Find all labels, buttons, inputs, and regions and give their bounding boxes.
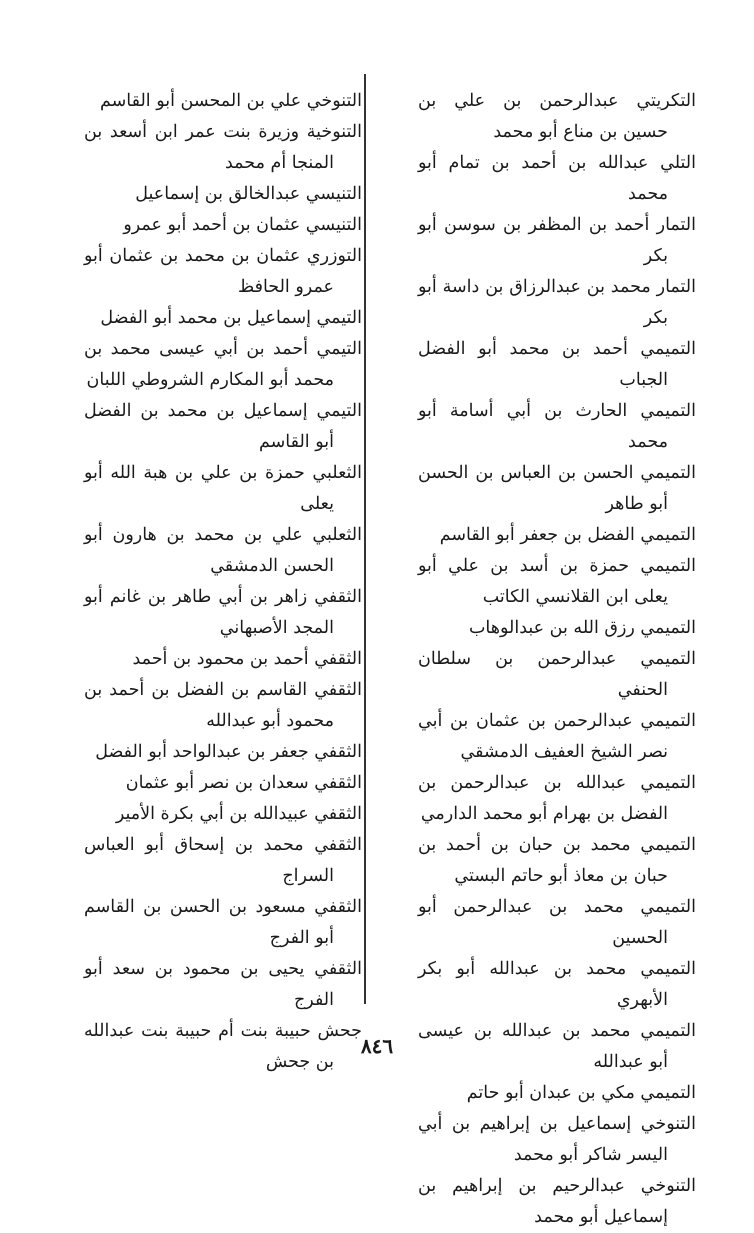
index-entry: التميمي محمد بن حبان بن أحمد بن حبان بن معاذ أبو حاتم البستي (418, 835, 696, 886)
index-entry: الثقفي أحمد بن محمود بن أحمد (132, 649, 362, 669)
index-entry: التكريتي عبدالرحمن بن علي بن حسين بن مناع أبو محمد (418, 91, 696, 142)
index-entry: جحش حبيبة بنت أم حبيبة بنت عبدالله بن جحش (84, 1021, 362, 1072)
index-column-right (418, 86, 696, 1233)
index-entry: الثقفي يحيى بن محمود بن سعد أبو الفرج (84, 959, 362, 1010)
index-entry: الثقفي جعفر بن عبدالواحد أبو الفضل (95, 742, 362, 762)
index-entry: الثقفي مسعود بن الحسن بن القاسم أبو الفرج (84, 897, 362, 948)
index-entry: التميمي أحمد بن محمد أبو الفضل الجباب (418, 339, 696, 390)
index-entry: التميمي محمد بن عبدالرحمن أبو الحسين (418, 897, 696, 948)
index-entry: التميمي الفضل بن جعفر أبو القاسم (439, 525, 696, 545)
index-entry: الثقفي زاهر بن أبي طاهر بن غانم أبو المجد الأصبهاني (84, 587, 362, 638)
index-entry: الثعلبي حمزة بن علي بن هبة الله أبو يعلى (84, 463, 362, 514)
index-entry: التميمي عبدالرحمن بن سلطان الحنفي (418, 649, 696, 700)
index-entry: التميمي الحارث بن أبي أسامة أبو محمد (418, 401, 696, 452)
index-entry: التنوخي إسماعيل بن إبراهيم بن أبي اليسر شاكر أبو محمد (418, 1114, 696, 1165)
index-entry: التنوخي علي بن المحسن أبو القاسم (99, 91, 362, 111)
index-entry: الثقفي سعدان بن نصر أبو عثمان (125, 773, 362, 793)
index-entry: التنوخية وزيرة بنت عمر ابن أسعد بن المنجا أم محمد (84, 122, 362, 173)
index-entry: التميمي عبدالله بن عبدالرحمن بن الفضل بن بهرام أبو محمد الدارمي (418, 773, 696, 824)
index-column-left (84, 86, 362, 1078)
index-entry: التنوخي عبدالرحيم بن إبراهيم بن إسماعيل أبو محمد (418, 1176, 696, 1227)
index-entry: الثعلبي علي بن محمد بن هارون أبو الحسن الدمشقي (84, 525, 362, 576)
index-entry: التمار أحمد بن المظفر بن سوسن أبو بكر (418, 215, 696, 266)
index-entry: الثقفي محمد بن إسحاق أبو العباس السراج (84, 835, 362, 886)
index-entry: التميمي محمد بن عبدالله أبو بكر الأبهري (418, 959, 696, 1010)
index-entry: التميمي حمزة بن أسد بن علي أبو يعلى ابن القلانسي الكاتب (418, 556, 696, 607)
index-entry: التميمي عبدالرحمن بن عثمان بن أبي نصر الشيخ العفيف الدمشقي (418, 711, 696, 762)
index-entry: التنيسي عثمان بن أحمد أبو عمرو (123, 215, 362, 235)
index-entry: التوزري عثمان بن محمد بن عثمان أبو عمرو الحافظ (84, 246, 362, 297)
index-entry: التميمي محمد بن عبدالله بن عيسى أبو عبدالله (418, 1021, 696, 1072)
index-entry: التيمي إسماعيل بن محمد بن الفضل أبو القاسم (84, 401, 362, 452)
index-entry: التيمي إسماعيل بن محمد أبو الفضل (100, 308, 362, 328)
index-entry: التيمي أحمد بن أبي عيسى محمد بن محمد أبو المكارم الشروطي اللبان (84, 339, 362, 390)
index-entry: التلي عبدالله بن أحمد بن تمام أبو محمد (418, 153, 696, 204)
index-entry: التنيسي عبدالخالق بن إسماعيل (135, 184, 362, 204)
index-entry: الثقفي عبيدالله بن أبي بكرة الأمير (115, 804, 362, 824)
index-entry: التميمي الحسن بن العباس بن الحسن أبو طاهر (418, 463, 696, 514)
page-number: ٨٤٦ (360, 1034, 394, 1058)
index-entry: التميمي مكي بن عبدان أبو حاتم (466, 1083, 696, 1103)
column-divider (364, 74, 366, 1004)
index-entry: التميمي رزق الله بن عبدالوهاب (468, 618, 696, 638)
index-entry: التمار محمد بن عبدالرزاق بن داسة أبو بكر (418, 277, 696, 328)
index-entry: الثقفي القاسم بن الفضل بن أحمد بن محمود أبو عبدالله (84, 680, 362, 731)
